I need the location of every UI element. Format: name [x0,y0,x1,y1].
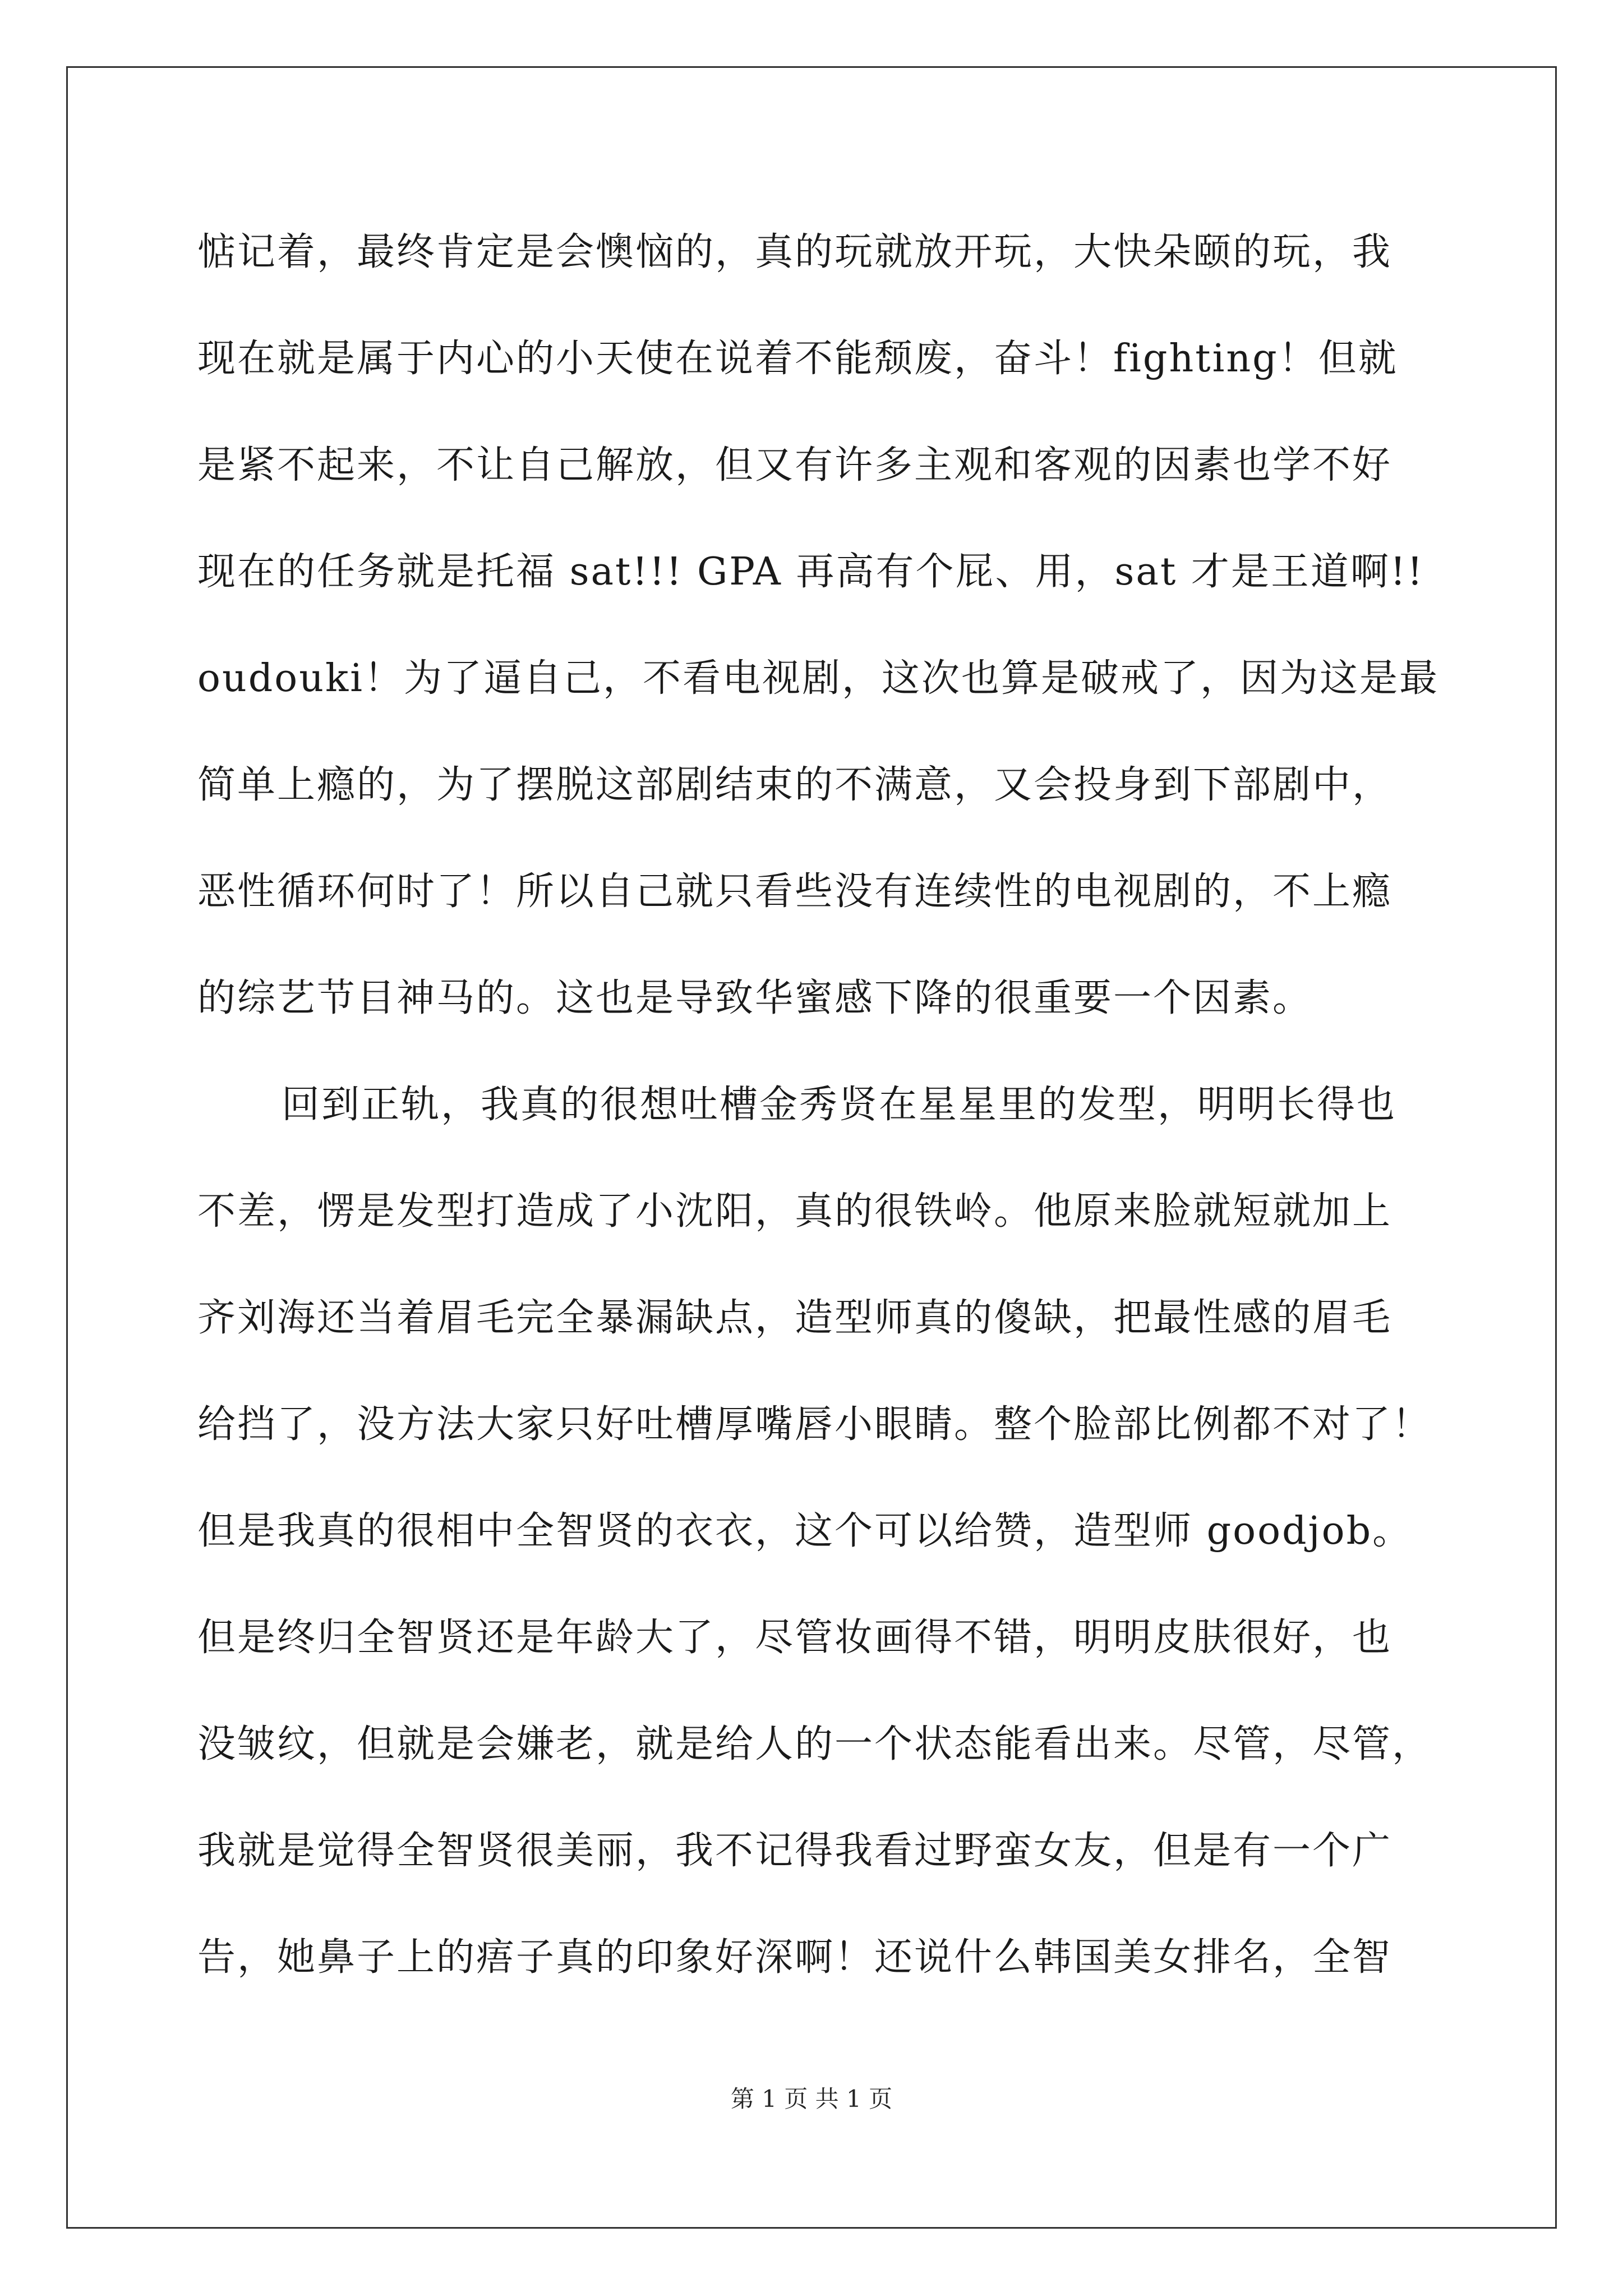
text-line: 但是终归全智贤还是年龄大了，尽管妆画得不错，明明皮肤很好，也 [197,1616,1393,1660]
paragraph-start-line: 回到正轨，我真的很想吐槽金秀贤在星星里的发型，明明长得也 [282,1083,1397,1127]
page-number-footer: 第 1 页 共 1 页 [730,2085,893,2113]
text-line: 简单上瘾的，为了摆脱这部剧结束的不满意，又会投身到下部剧中， [197,763,1393,807]
text-line: 恶性循环何时了！所以自己就只看些没有连续性的电视剧的，不上瘾 [197,869,1393,914]
text-line: 现在的任务就是托福 sat!!! GPA 再高有个屁、用，sat 才是王道啊!! [197,550,1424,594]
document-body [197,213,1459,2025]
text-line: 不差，愣是发型打造成了小沈阳，真的很铁岭。他原来脸就短就加上 [197,1189,1393,1234]
text-line: 给挡了，没方法大家只好吐槽厚嘴唇小眼睛。整个脸部比例都不对了！ [197,1402,1432,1447]
text-line: 现在就是属于内心的小天使在说着不能颓废，奋斗！fighting！但就 [197,337,1398,381]
text-line: 齐刘海还当着眉毛完全暴漏缺点，造型师真的傻缺，把最性感的眉毛 [197,1296,1393,1340]
text-line: 但是我真的很相中全智贤的衣衣，这个可以给赞，造型师 goodjob。 [197,1509,1413,1553]
text-line: 没皱纹，但就是会嫌老，就是给人的一个状态能看出来。尽管，尽管， [197,1722,1432,1766]
text-line: 的综艺节目神马的。这也是导致华蜜感下降的很重要一个因素。 [197,976,1313,1020]
text-line: 我就是觉得全智贤很美丽，我不记得我看过野蛮女友，但是有一个广 [197,1829,1393,1873]
text-line: 惦记着，最终肯定是会懊恼的，真的玩就放开玩，大快朵颐的玩，我 [197,230,1393,274]
text-line: 告，她鼻子上的痦子真的印象好深啊！还说什么韩国美女排名，全智 [197,1935,1393,1980]
text-line: oudouki！为了逼自己，不看电视剧，这次也算是破戒了，因为这是最 [197,656,1439,701]
text-line: 是紧不起来，不让自己解放，但又有许多主观和客观的因素也学不好 [197,443,1393,487]
